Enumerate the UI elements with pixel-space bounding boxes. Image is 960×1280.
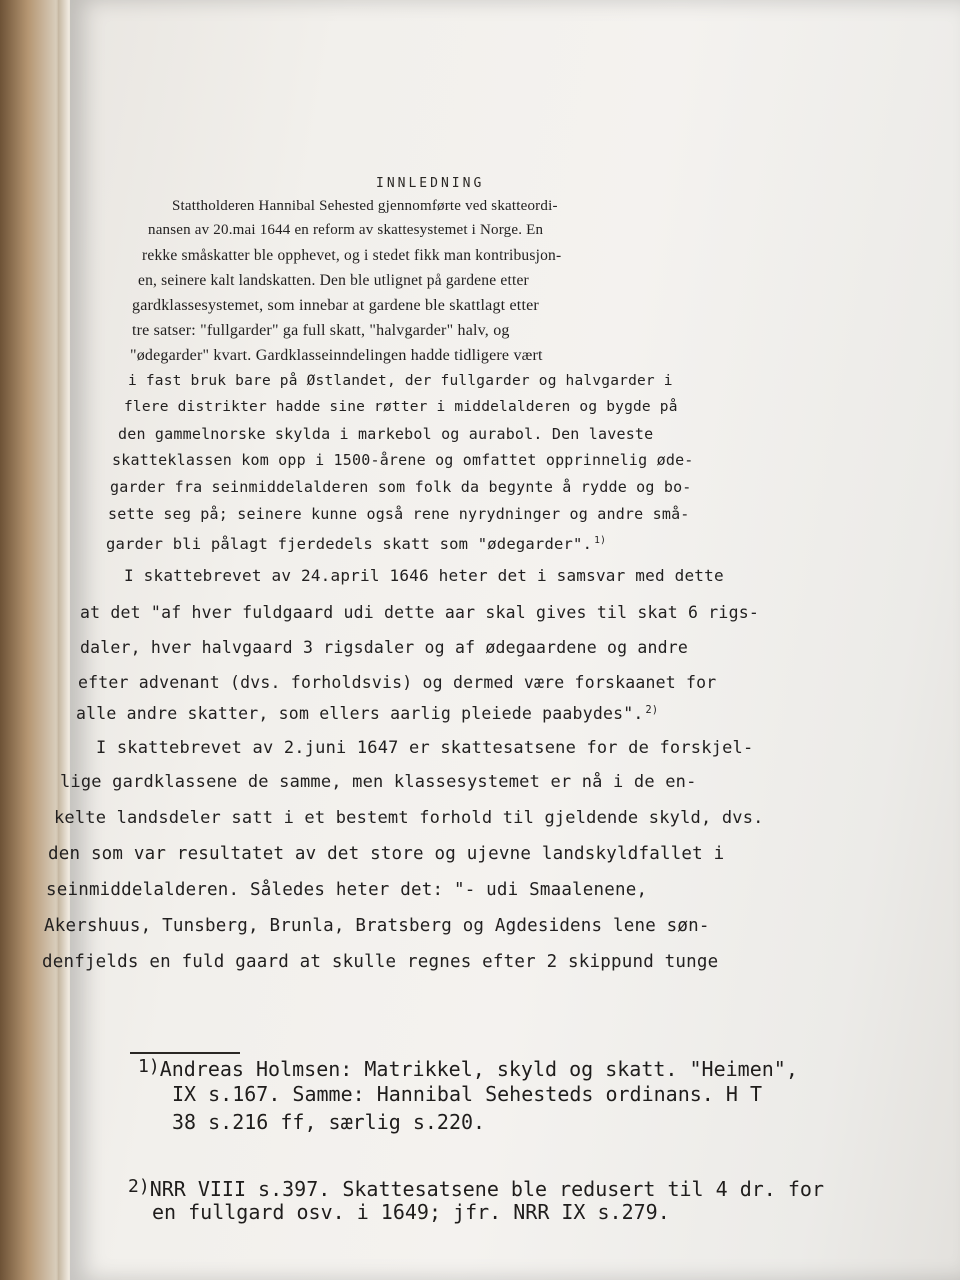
footnote-1-line — [138, 1056, 798, 1081]
body-line: Akershuus, Tunsberg, Brunla, Bratsberg og Agdesidens lene søn- — [44, 916, 710, 936]
body-line: seinmiddelalderen. Således heter det: "- udi Smaalenene, — [46, 880, 648, 900]
body-line: skatteklassen kom opp i 1500-årene og omfattet opprinnelig øde- — [112, 451, 694, 469]
body-line-text: alle andre skatter, som ellers aarlig pleiede paabydes". — [76, 704, 644, 723]
body-line — [106, 535, 606, 553]
page-heading: INNLEDNING — [376, 176, 485, 191]
body-line: gardklassesystemet, som innebar at gardene ble skattlagt etter — [132, 297, 539, 314]
body-line: "ødegarder" kvart. Gardklasseinndelingen hadde tidligere vært — [130, 347, 543, 364]
footnote-2-text: NRR VIII s.397. Skattesatsene ble redusert til 4 dr. for — [149, 1177, 824, 1201]
body-line: daler, hver halvgaard 3 rigsdaler og af ødegaardene og andre — [80, 638, 689, 657]
body-line: lige gardklassene de samme, men klassesystemet er nå i de en- — [60, 772, 697, 792]
body-line: en, seinere kalt landskatten. Den ble utlignet på gardene etter — [138, 272, 529, 289]
body-line: rekke småskatter ble opphevet, og i stedet fikk man kontribusjon- — [142, 247, 562, 264]
body-line: efter advenant (dvs. forholdsvis) og dermed være forskaanet for — [78, 673, 717, 692]
body-line: at det "af hver fuldgaard udi dette aar skal gives til skat 6 rigs- — [80, 603, 759, 622]
body-line: I skattebrevet av 2.juni 1647 er skattesatsene for de forskjel- — [96, 738, 754, 758]
footnote-1-text: Andreas Holmsen: Matrikkel, skyld og skatt. "Heimen", — [159, 1057, 798, 1081]
footnote-2-marker: 2) — [128, 1176, 150, 1197]
body-line: kelte landsdeler satt i et bestemt forhold til gjeldende skyld, dvs. — [54, 808, 764, 828]
body-line: flere distrikter hadde sine røtter i middelalderen og bygde på — [124, 399, 678, 415]
body-line: denfjelds en fuld gaard at skulle regnes efter 2 skippund tunge — [42, 952, 719, 972]
footnote-1-line: IX s.167. Samme: Hannibal Sehesteds ordinans. H T — [172, 1082, 763, 1106]
footnote-1-line: 38 s.216 ff, særlig s.220. — [172, 1110, 486, 1134]
footnote-2-line — [128, 1176, 824, 1201]
body-line: garder fra seinmiddelalderen som folk da begynte å rydde og bo- — [110, 478, 692, 496]
footnote-ref-2[interactable]: 2) — [645, 704, 659, 716]
body-line: nansen av 20.mai 1644 en reform av skattesystemet i Norge. En — [148, 222, 544, 238]
footnote-divider — [130, 1052, 240, 1054]
footnote-ref-1[interactable]: 1) — [594, 535, 607, 546]
body-line: I skattebrevet av 24.april 1646 heter det i samsvar med dette — [124, 566, 724, 585]
body-line: sette seg på; seinere kunne også rene nyrydninger og andre små- — [108, 505, 690, 523]
body-line: i fast bruk bare på Østlandet, der fullgarder og halvgarder i — [128, 373, 673, 389]
body-line: den gammelnorske skylda i markebol og aurabol. Den laveste — [118, 425, 654, 443]
body-line: Stattholderen Hannibal Sehested gjennomførte ved skatteordi- — [172, 198, 558, 214]
footnote-2-line: en fullgard osv. i 1649; jfr. NRR IX s.279. — [152, 1200, 670, 1224]
body-line: den som var resultatet av det store og ujevne landskyldfallet i — [48, 844, 725, 864]
body-line-text: garder bli pålagt fjerdedels skatt som "ødegarder". — [106, 535, 593, 554]
footnote-1-marker: 1) — [138, 1056, 160, 1077]
body-line: tre satser: "fullgarder" ga full skatt, "halvgarder" halv, og — [132, 322, 510, 339]
body-line — [76, 704, 658, 723]
